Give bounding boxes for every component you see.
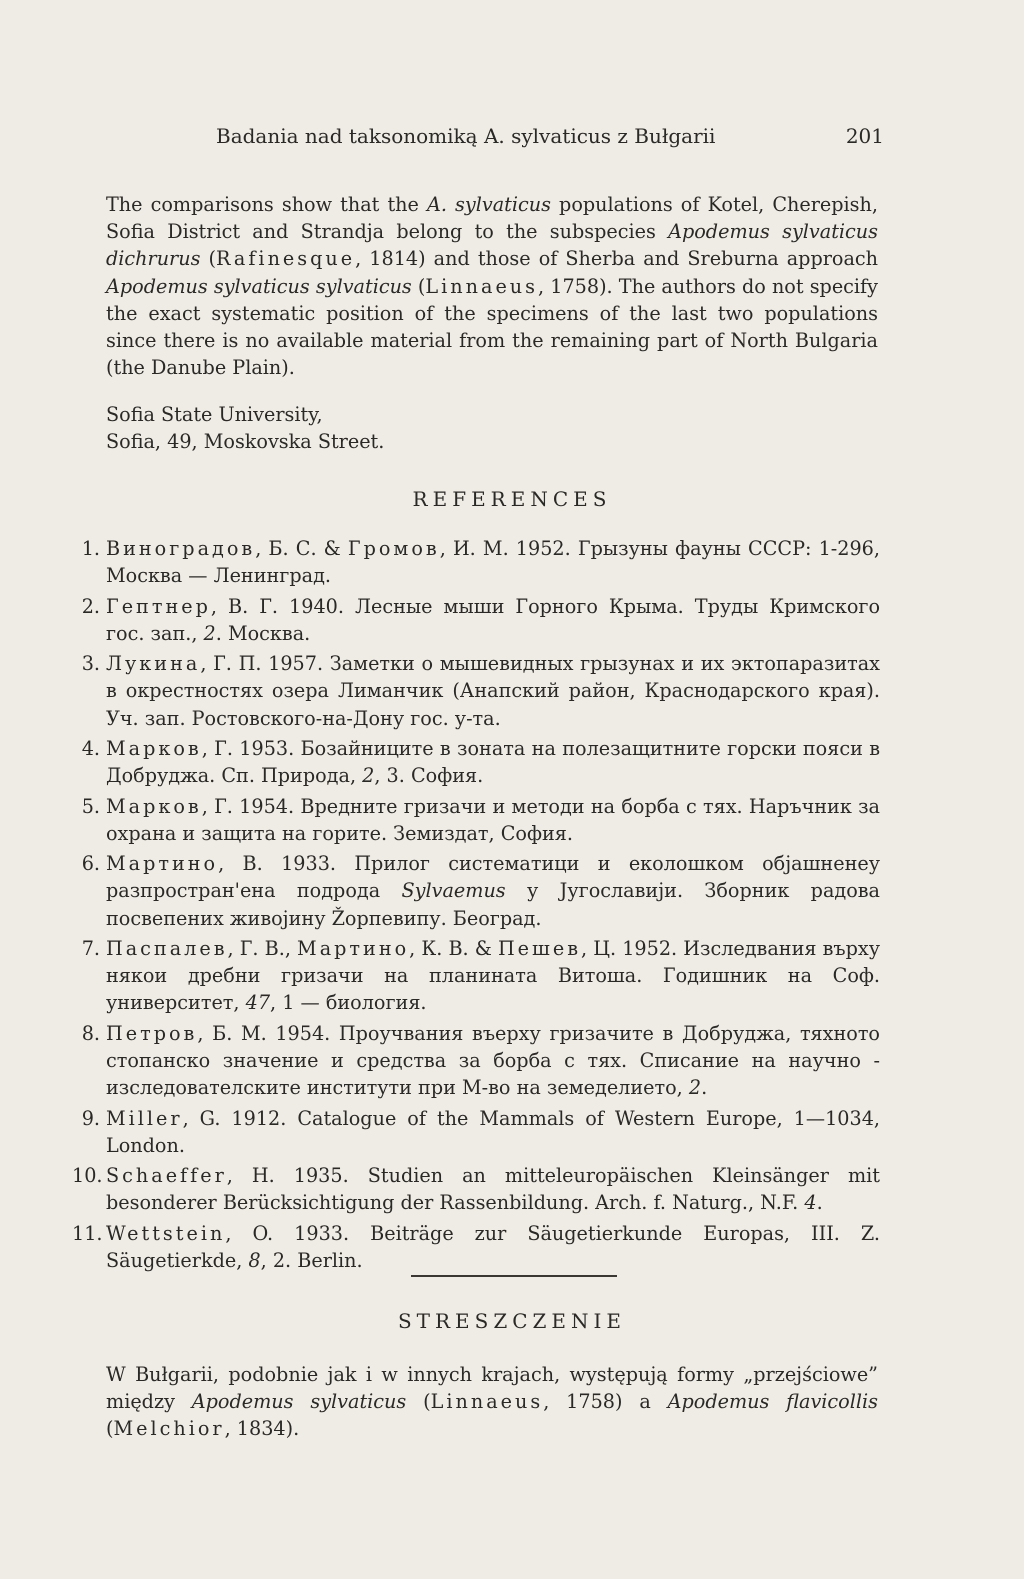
reference-volume: 47 <box>245 991 271 1015</box>
reference-author: Паспалев <box>106 936 228 960</box>
running-title: Badania nad taksonomiką A. sylvaticus z Bułgarii <box>216 124 716 148</box>
reference-text: , К. В. & <box>409 936 498 960</box>
reference-number: 11. <box>72 1221 103 1245</box>
reference-number: 5. <box>81 794 100 818</box>
references-list <box>72 535 880 1277</box>
reference-item <box>72 1220 880 1274</box>
reference-item <box>72 735 880 789</box>
reference-text: , И. М. 1952. Грызуны фауны СССР: 1-296, Москва — Ленинград. <box>106 537 880 588</box>
text-run: populations of Kotel, Cherepish, Sofia District and Strandja belong to the subspecies <box>106 193 878 244</box>
reference-author: Марков <box>106 736 202 760</box>
reference-text: , Г. В., <box>227 936 298 960</box>
reference-author: Miller <box>106 1106 183 1130</box>
running-header <box>216 124 884 154</box>
reference-number: 10. <box>72 1164 103 1188</box>
paragraph-summary <box>106 1361 878 1443</box>
address-line-2: Sofia, 49, Moskovska Street. <box>106 430 385 454</box>
text-run: , 1814) and those of Sherba and Sreburna approach <box>355 247 878 271</box>
reference-item <box>72 1020 880 1102</box>
text-run: The comparisons show that the <box>106 193 427 216</box>
reference-text: , 2. Berlin. <box>260 1248 363 1272</box>
reference-item <box>72 935 880 1017</box>
paragraph-conclusion <box>106 191 878 381</box>
reference-text: , Г. П. 1957. Заметки о мышевидных грызунах и их эктопаразитах в окрестностях озера Лиманчик (Анапский район, Краснодарского края). Уч. зап. Ростовского-на-Дону гос. у-та. <box>106 652 880 730</box>
reference-volume: 2 <box>362 764 375 788</box>
reference-text: . <box>816 1191 823 1215</box>
page-number: 201 <box>845 124 884 148</box>
references-heading: REFERENCES <box>412 487 612 511</box>
reference-number: 6. <box>81 852 100 876</box>
reference-item <box>72 650 880 732</box>
author-name: Melchior <box>113 1417 225 1441</box>
reference-text: , Г. 1954. Вредните гризачи и методи на борба с тях. Наръчник за охрана и защита на горите. Земиздат, София. <box>106 794 880 845</box>
author-name: Linnaeus <box>425 274 539 298</box>
reference-number: 4. <box>81 736 100 760</box>
reference-volume: 2 <box>203 621 216 645</box>
reference-author: Schaeffer <box>106 1164 227 1188</box>
taxon-name: A. sylvaticus <box>426 193 551 216</box>
section-divider <box>411 1275 617 1277</box>
reference-text: , Б. С. & <box>255 537 348 560</box>
reference-author: Марков <box>106 794 202 818</box>
reference-author: Виноградов <box>106 537 256 560</box>
reference-number: 3. <box>81 652 100 676</box>
text-run: , 1758). The authors do not specify the exact systematic position of the specimens of the last two populations since there is no available material from the remaining part of North Bulgaria (the Danube Plain). <box>106 274 879 380</box>
text-run: W Bułgarii, podobnie jak i w innych krajach, występują formy „przejściowe” między <box>106 1363 878 1414</box>
reference-author: Громов <box>347 537 440 560</box>
reference-text: . <box>701 1076 708 1100</box>
reference-author: Мартино <box>106 852 219 876</box>
reference-item <box>72 535 880 589</box>
reference-text: , 1 — биология. <box>270 991 427 1015</box>
reference-item <box>72 1105 880 1159</box>
text-run: , 1834). <box>224 1417 300 1441</box>
reference-item <box>72 793 880 847</box>
reference-number: 8. <box>81 1021 100 1045</box>
reference-volume: 4 <box>804 1191 817 1215</box>
author-name: Rafinesque <box>216 247 356 271</box>
text-run: , 1758) a <box>543 1390 668 1414</box>
taxon-name: Apodemus sylvaticus <box>191 1390 407 1414</box>
address-line-1: Sofia State University, <box>106 403 323 426</box>
reference-author: Гептнер <box>106 594 211 618</box>
reference-text: . Москва. <box>215 621 311 645</box>
reference-author: Пешев <box>497 936 582 960</box>
reference-text: , Ц. 1952. Изследвания върху някои дребни гризачи на планината Витоша. Годишник на Соф. университет, <box>106 936 880 1015</box>
reference-number: 1. <box>81 537 100 560</box>
reference-author: Wettstein <box>106 1221 226 1245</box>
reference-text: , G. 1912. Catalogue of the Mammals of Western Europe, 1—1034, London. <box>106 1106 880 1157</box>
reference-volume: 2 <box>688 1076 702 1100</box>
reference-text: , 3. София. <box>374 764 484 788</box>
text-run: ( <box>406 1390 431 1414</box>
reference-author: Петров <box>106 1021 198 1045</box>
reference-author: Мартино <box>297 936 410 960</box>
reference-author: Лукина <box>106 652 201 676</box>
reference-text: , В. Г. 1940. Лесные мыши Горного Крыма. Труды Кримского гос. зап., <box>106 594 880 645</box>
text-run: ( <box>200 247 216 271</box>
taxon-name: Apodemus flavicollis <box>667 1390 878 1414</box>
reference-text: , H. 1935. Studien an mitteleuropäischen Kleinsänger mit besonderer Berücksichtigung der Rassenbildung. Arch. f. Naturg., N.F. <box>106 1164 880 1215</box>
reference-number: 2. <box>81 594 100 618</box>
reference-text: , O. 1933. Beiträge zur Säugetierkunde Europas, III. Z. Säugetierkde, <box>106 1221 880 1272</box>
text-run: ( <box>411 274 426 298</box>
taxon-name: Sylvaemus <box>401 879 506 903</box>
reference-text: у Југославији. Зборник радова посвепених живојину Žорпевипу. Београд. <box>106 879 880 930</box>
affiliation-address <box>106 401 384 455</box>
reference-text: , Г. 1953. Бозайниците в зоната на полезащитните горски пояси в Добруджа. Сп. Природа, <box>106 736 880 788</box>
text-run: ( <box>106 1417 114 1441</box>
summary-heading: STRESZCZENIE <box>397 1309 627 1333</box>
reference-volume: 8 <box>248 1248 261 1272</box>
taxon-name: Apodemus sylvaticus dichrurus <box>106 220 878 271</box>
taxon-name: Apodemus sylvaticus sylvaticus <box>106 274 412 298</box>
reference-item <box>72 593 880 647</box>
reference-item <box>72 850 880 932</box>
author-name: Linnaeus <box>430 1390 544 1414</box>
reference-text: , Б. М. 1954. Проучвания въерху гризачите в Добруджа, тяхното стопанско значение и средства за борба с тях. Списание на научно - изследователските институти при М-во на земеделието, <box>106 1021 880 1100</box>
reference-number: 7. <box>81 936 100 960</box>
reference-item <box>72 1162 880 1216</box>
reference-number: 9. <box>81 1106 100 1130</box>
reference-text: , В. 1933. Прилог систематици и еколошком објашненеу разпростран'ена подрода <box>106 852 880 903</box>
